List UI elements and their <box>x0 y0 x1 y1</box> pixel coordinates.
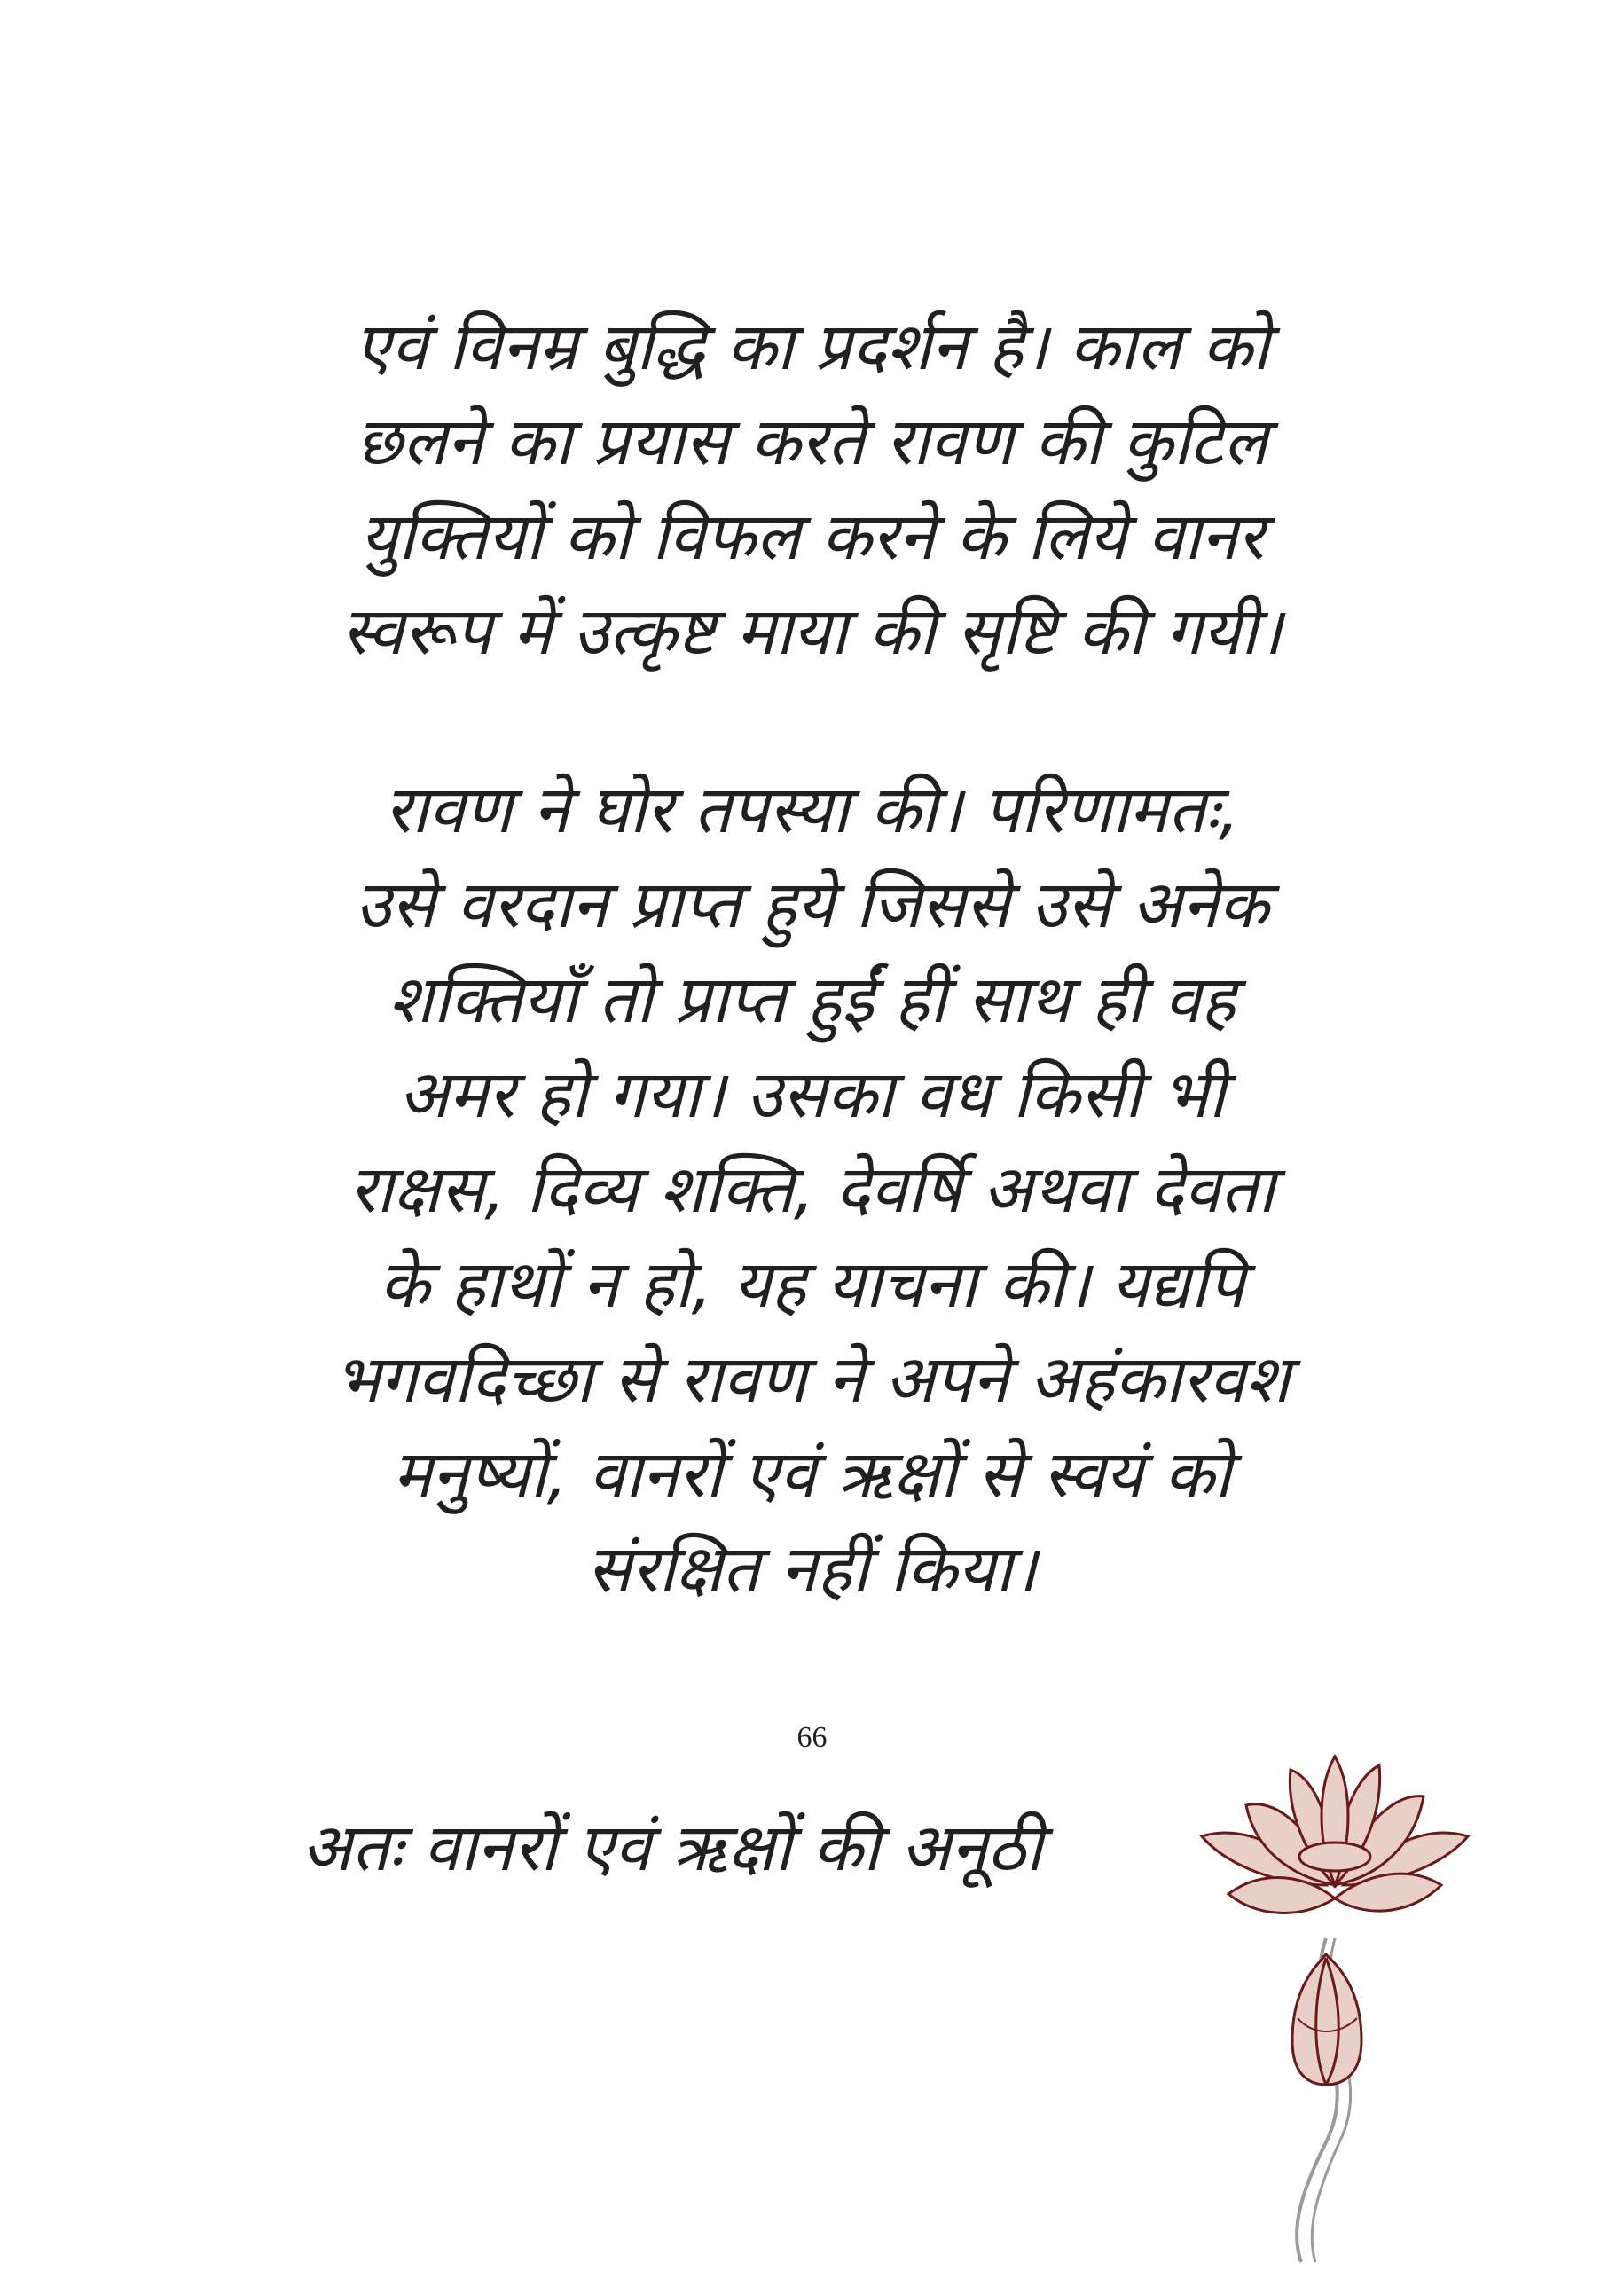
paragraph-2 <box>0 763 1624 1617</box>
text-line: शक्तियाँ तो प्राप्त हुईं हीं साथ ही वह <box>388 962 1236 1038</box>
text-line: एवं विनम्र बुद्धि का प्रदर्शन है। काल को <box>354 309 1270 385</box>
text-line: राक्षस, दिव्य शक्ति, देवर्षि अथवा देवता <box>349 1151 1275 1228</box>
text-line: युक्तियों को विफल करने के लिये वानर <box>359 499 1265 575</box>
text-line: अतः वानरों एवं ऋक्षों की अनूठी <box>302 1810 1043 1886</box>
text-line: मनुष्यों, वानरों एवं ऋक्षों से स्वयं को <box>392 1436 1232 1513</box>
lotus-flower-icon <box>1193 1752 1477 2267</box>
text-line: संरक्षित नहीं किया। <box>586 1531 1038 1607</box>
paragraph-3 <box>302 1801 1189 1896</box>
page-number: 66 <box>796 1721 828 1754</box>
paragraph-1 <box>0 300 1624 680</box>
text-line: भगवदिच्छा से रावण ने अपने अहंकारवश <box>333 1341 1291 1418</box>
text-line: अमर हो गया। उसका वध किसी भी <box>398 1057 1226 1133</box>
text-line: उसे वरदान प्राप्त हुये जिससे उसे अनेक <box>355 867 1269 943</box>
text-line: के हाथों न हो, यह याचना की। यद्यपि <box>379 1246 1245 1323</box>
text-line: रावण ने घोर तपस्या की। परिणामतः, <box>384 772 1240 848</box>
text-line: स्वरूप में उत्कृष्ट माया की सृष्टि की गयी। <box>341 593 1283 670</box>
text-line: छलने का प्रयास करते रावण की कुटिल <box>356 404 1268 480</box>
